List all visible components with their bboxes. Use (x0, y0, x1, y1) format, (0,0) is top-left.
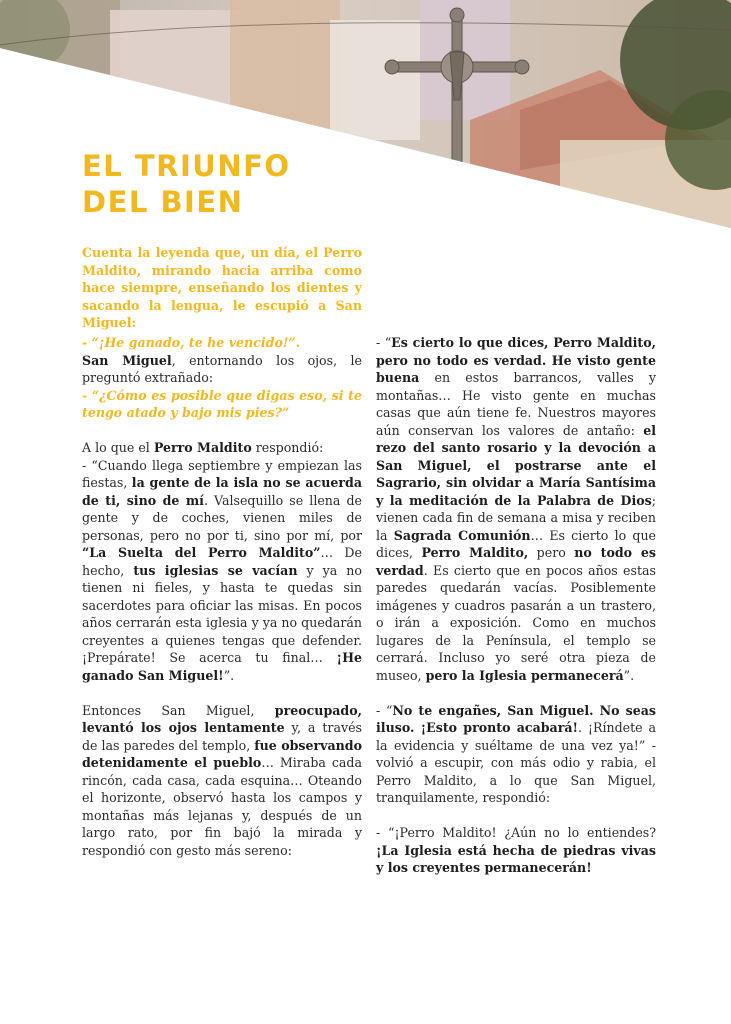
paragraph-devil-reply: - “No te engañes, San Miguel. No seas iluso. ¡Esto pronto acabará!. ¡Ríndete a la evidencia y suéltame de una vez ya!” -volvió a escupir, con más odio y rabia, el Perro Maldito, a lo que San Miguel, tranquilamente, respondió: (376, 702, 656, 805)
paragraph-san-miguel-reply: - “Es cierto lo que dices, Perro Maldito, pero no todo es verdad. He visto gente buena en estos barrancos, valles y montañas… He visto gente en muchas casas que aún tiene fe. Nuestros mayores aún conservan los valores de antaño: el rezo del santo rosario y la devoción a San Miguel, el postrarse ante el Sagrario, sin olvidar a María Santísima y la meditación de la Palabra de Dios; vienen cada fin de semana a misa y reciben la Sagrada Comunión… Es cierto lo que dices, Perro Maldito, pero no todo es verdad. Es cierto que en pocos años estas paredes quedarán vacías. Posiblemente imágenes y cuadros pasarán a un trastero, o irán a exposición. Como en muchos lugares de la Península, el templo se cerrará. Incluso yo seré otra pieza de museo, pero la Iglesia permanecerá”. (376, 335, 657, 683)
intro-paragraph: Cuenta la leyenda que, un día, el Perro Maldito, mirando hacia arriba como hace siempre, enseñando los dientes y sacando la lengua, le escupió a San Miguel: (82, 245, 362, 330)
title-line-1: EL TRIUNFO (82, 149, 291, 183)
paragraph-san-miguel: San Miguel, entornando los ojos, le preguntó extrañado: (82, 352, 362, 385)
paragraph-final: - “¡Perro Maldito! ¿Aún no lo entiendes? ¡La Iglesia está hecha de piedras vivas y los creyentes permanecerán! (376, 825, 656, 875)
quote-san-miguel-1: - “¿Cómo es posible que digas eso, si te tengo atado y bajo mis pies?” (82, 387, 362, 420)
paragraph-respondio: A lo que el Perro Maldito respondió: (82, 440, 324, 455)
paragraph-san-miguel-observes: Entonces San Miguel, preocupado, levantó los ojos lentamente y, a través de las paredes del templo, fue observando detenidamente el pueblo… Miraba cada rincón, cada casa, cada esquina… Oteando el horizonte, observó hasta los campos y montañas más lejanas y, después de un largo rato, por fin bajó la mirada y respondió con gesto más sereno: (82, 702, 362, 858)
paragraph-devil-speech: - “Cuando llega septiembre y empiezan las fiestas, la gente de la isla no se acuerda de ti, sino de mí. Valsequillo se llena de gente y de coches, vienen miles de personas, pero no por ti, sino por mí, por “La Suelta del Perro Maldito”… De hecho, tus iglesias se vacían y ya no tienen ni fieles, y hasta te quedas sin sacerdotes para oficiar las misas. En pocos años cerrarán esta iglesia y ya no quedarán creyentes a quienes tengas que defender. ¡Prepárate! Se acerca tu final… ¡He ganado San Miguel!”. (82, 457, 362, 683)
page-title (82, 148, 382, 220)
quote-devil-1: - “¡He ganado, te he vencido!”. (82, 335, 301, 350)
left-column (82, 334, 362, 877)
right-column (376, 334, 656, 894)
title-line-2: DEL BIEN (82, 185, 244, 219)
